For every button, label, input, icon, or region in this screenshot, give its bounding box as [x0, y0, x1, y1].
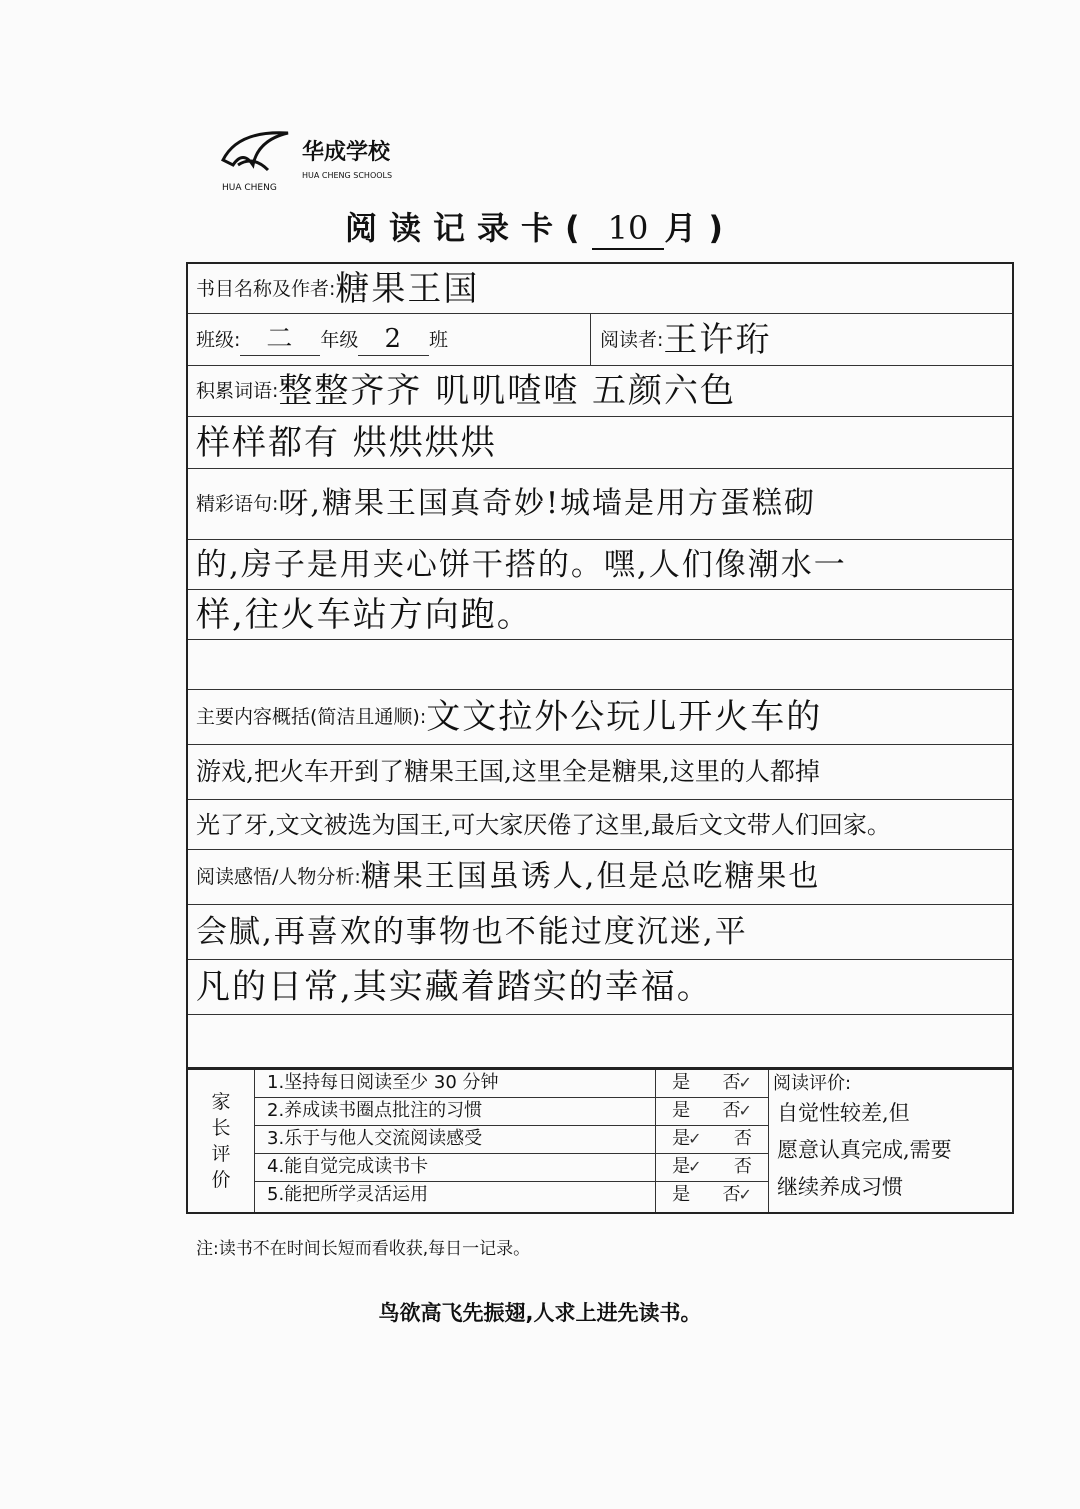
words-line-2: 样样都有 烘烘烘烘	[196, 422, 497, 463]
book-label: 书目名称及作者:	[196, 277, 336, 300]
grade-value: 二	[240, 323, 320, 356]
divider	[590, 314, 591, 365]
words-row	[188, 366, 1012, 417]
yes-no-row	[656, 1154, 768, 1182]
criterion: 2.养成读书圈点批注的习惯	[255, 1098, 655, 1126]
yes-no-row	[656, 1126, 768, 1154]
no-option[interactable]: 否	[733, 1156, 752, 1177]
book-row	[188, 264, 1012, 314]
blank-row	[188, 640, 1012, 690]
criterion: 3.乐于与他人交流阅读感受	[255, 1126, 655, 1154]
class-row	[188, 314, 1012, 366]
reader-value: 王许珩	[663, 320, 772, 360]
sentence-label: 精彩语句:	[196, 493, 279, 515]
sentence-line-2: 的,房子是用夹心饼干搭的。嘿,人们像潮水一	[196, 546, 847, 583]
logo-mark-text: HUA CHENG	[222, 183, 277, 193]
check-icon: ✓	[688, 1129, 702, 1148]
yes-option[interactable]: 是	[672, 1072, 691, 1093]
sentence-row	[188, 469, 1012, 540]
yes-no-row	[656, 1098, 768, 1126]
blank-row-2	[188, 1015, 1012, 1067]
motto: 鸟欲高飞先振翅,人求上进先读书。	[378, 1301, 702, 1325]
label-char: 评	[211, 1143, 231, 1165]
class-label: 班级:	[196, 328, 241, 351]
words-label: 积累词语:	[196, 380, 279, 402]
reflection-line-3: 凡的日常,其实藏着踏实的幸福。	[196, 967, 713, 1007]
yes-option[interactable]: 是	[672, 1100, 691, 1121]
no-option-checked[interactable]: 否✓	[722, 1100, 752, 1121]
class-value: 2	[358, 323, 429, 356]
reader-label: 阅读者:	[600, 329, 664, 351]
grade-label: 年级	[320, 328, 359, 351]
check-icon: ✓	[738, 1073, 752, 1092]
summary-line-1: 文文拉外公玩儿开火车的	[426, 697, 823, 737]
parent-eval-label	[188, 1070, 255, 1212]
book-value: 糖果王国	[335, 268, 480, 309]
title-month-suffix: 月)	[664, 209, 735, 247]
words-row-2	[188, 417, 1012, 469]
parent-evaluation	[186, 1068, 1014, 1214]
criteria-list	[255, 1070, 656, 1212]
class-suffix: 班	[428, 328, 448, 351]
month-value: 10	[592, 208, 665, 250]
summary-row	[188, 690, 1012, 745]
words-line-1: 整整齐齐 叽叽喳喳 五颜六色	[278, 371, 737, 411]
check-icon: ✓	[738, 1185, 752, 1204]
footnote: 注:读书不在时间长短而看收获,每日一记录。	[196, 1239, 531, 1259]
sentence-line-1: 呀,糖果王国真奇妙!城墙是用方蛋糕砌	[278, 486, 816, 521]
summary-line-2: 游戏,把火车开到了糖果王国,这里全是糖果,这里的人都掉	[196, 757, 820, 786]
no-option-checked[interactable]: 否✓	[722, 1184, 752, 1205]
comment-line: 自觉性较差,但	[777, 1101, 910, 1125]
school-logo	[218, 125, 418, 195]
reflection-row	[188, 850, 1012, 905]
sentence-line-3: 样,往火车站方向跑。	[196, 594, 533, 635]
yes-option[interactable]: 是	[672, 1184, 691, 1205]
label-char: 长	[211, 1117, 231, 1139]
summary-line-3: 光了牙,文文被选为国王,可大家厌倦了这里,最后文文带人们回家。	[196, 810, 891, 839]
comment-line: 继续养成习惯	[777, 1175, 903, 1199]
yes-no-column	[656, 1070, 769, 1212]
no-option[interactable]: 否	[733, 1128, 752, 1149]
yes-no-row	[656, 1070, 768, 1098]
record-form	[186, 262, 1014, 1069]
criterion: 5.能把所学灵活运用	[267, 1184, 429, 1205]
yes-option-checked[interactable]: 是✓	[672, 1156, 702, 1177]
sentence-row-2	[188, 540, 1012, 590]
criterion: 4.能自觉完成读书卡	[255, 1154, 655, 1182]
page-title	[0, 208, 1080, 250]
label-char: 价	[211, 1169, 231, 1191]
school-name-zh: 华成学校	[302, 140, 391, 165]
check-icon: ✓	[738, 1101, 752, 1120]
reflection-label: 阅读感悟/人物分析:	[196, 866, 361, 888]
reflection-row-3	[188, 960, 1012, 1015]
criterion: 1.坚持每日阅读至少 30 分钟	[255, 1070, 655, 1098]
reflection-line-1: 糖果王国虽诱人,但是总吃糖果也	[360, 859, 821, 894]
reading-comment	[769, 1070, 1012, 1212]
school-name-en: HUA CHENG SCHOOLS	[302, 171, 393, 180]
swallow-logo-icon	[218, 125, 298, 181]
reflection-line-2: 会腻,再喜欢的事物也不能过度沉迷,平	[196, 914, 748, 950]
yes-option-checked[interactable]: 是✓	[672, 1128, 702, 1149]
reflection-row-2	[188, 905, 1012, 960]
comment-label: 阅读评价:	[773, 1073, 852, 1094]
yes-no-row	[656, 1182, 768, 1210]
summary-label: 主要内容概括(简洁且通顺):	[196, 706, 427, 728]
title-paren: (	[565, 209, 592, 247]
sentence-row-3	[188, 590, 1012, 640]
summary-row-2	[188, 745, 1012, 800]
no-option-checked[interactable]: 否✓	[722, 1072, 752, 1093]
label-char: 家	[211, 1091, 231, 1113]
title-text: 阅读记录卡	[345, 209, 566, 247]
summary-row-3	[188, 800, 1012, 850]
comment-line: 愿意认真完成,需要	[777, 1138, 952, 1162]
check-icon: ✓	[688, 1157, 702, 1176]
